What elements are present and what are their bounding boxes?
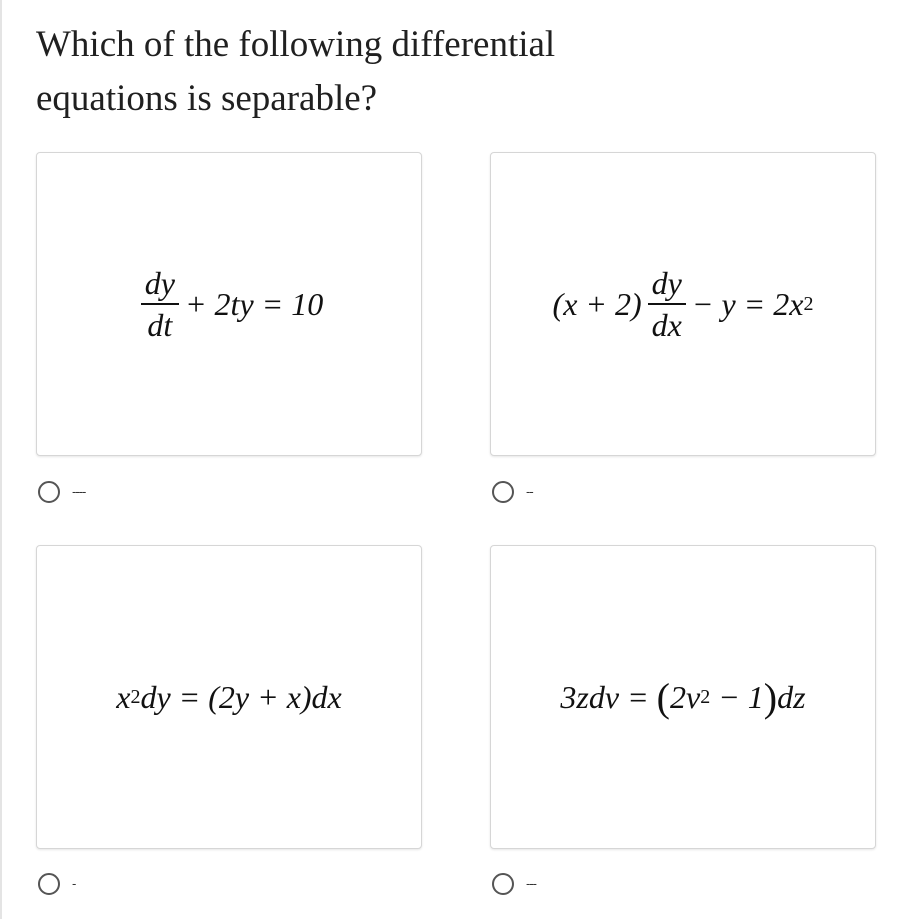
paren-open: ( bbox=[656, 674, 670, 720]
option-label-c: - bbox=[72, 876, 76, 891]
option-card-c[interactable] bbox=[36, 545, 422, 849]
option-row-d[interactable] bbox=[492, 873, 536, 895]
equation-c bbox=[37, 546, 421, 848]
equation-d-lead: 3zdv = bbox=[560, 678, 657, 715]
exponent-d: 2 bbox=[700, 685, 711, 708]
option-label-b: -- bbox=[526, 484, 533, 499]
option-card-a[interactable] bbox=[36, 152, 422, 456]
paren-close: ) bbox=[763, 674, 778, 720]
option-row-b[interactable] bbox=[492, 481, 533, 503]
equation-b bbox=[491, 153, 875, 455]
question-text: Which of the following differential equations is separable? bbox=[36, 24, 556, 119]
option-row-c[interactable] bbox=[38, 873, 75, 895]
equation-c-rest: dy = (2y + x)dx bbox=[140, 678, 342, 715]
option-label-d: --- bbox=[526, 876, 536, 891]
equation-d bbox=[491, 546, 875, 848]
equation-b-lead: (x + 2) bbox=[552, 285, 642, 322]
radio-button-d[interactable] bbox=[492, 873, 514, 895]
fraction-dy-dt: $\frac{dy}{dt}$ bbox=[141, 267, 179, 341]
equation-d-tail: dz bbox=[777, 678, 806, 715]
equation-c-base: x bbox=[116, 678, 131, 715]
equation-d-inner: 2v bbox=[670, 678, 701, 715]
equation-a bbox=[37, 153, 421, 455]
left-border bbox=[0, 0, 2, 919]
option-row-a[interactable] bbox=[38, 481, 85, 503]
equation-b-rest: − y = 2x bbox=[691, 285, 804, 322]
option-label-a: ---- bbox=[72, 484, 86, 499]
radio-button-a[interactable] bbox=[38, 481, 60, 503]
exponent-b: 2 bbox=[803, 292, 814, 315]
exponent-c: 2 bbox=[130, 685, 141, 708]
fraction-dy-dx: $\frac{dy}{dx}$ bbox=[648, 267, 686, 341]
equation-d-inner2: − 1 bbox=[710, 678, 764, 715]
option-card-d[interactable] bbox=[490, 545, 876, 849]
radio-button-c[interactable] bbox=[38, 873, 60, 895]
equation-a-rest: + 2ty = 10 bbox=[184, 285, 324, 322]
option-card-b[interactable] bbox=[490, 152, 876, 456]
radio-button-b[interactable] bbox=[492, 481, 514, 503]
